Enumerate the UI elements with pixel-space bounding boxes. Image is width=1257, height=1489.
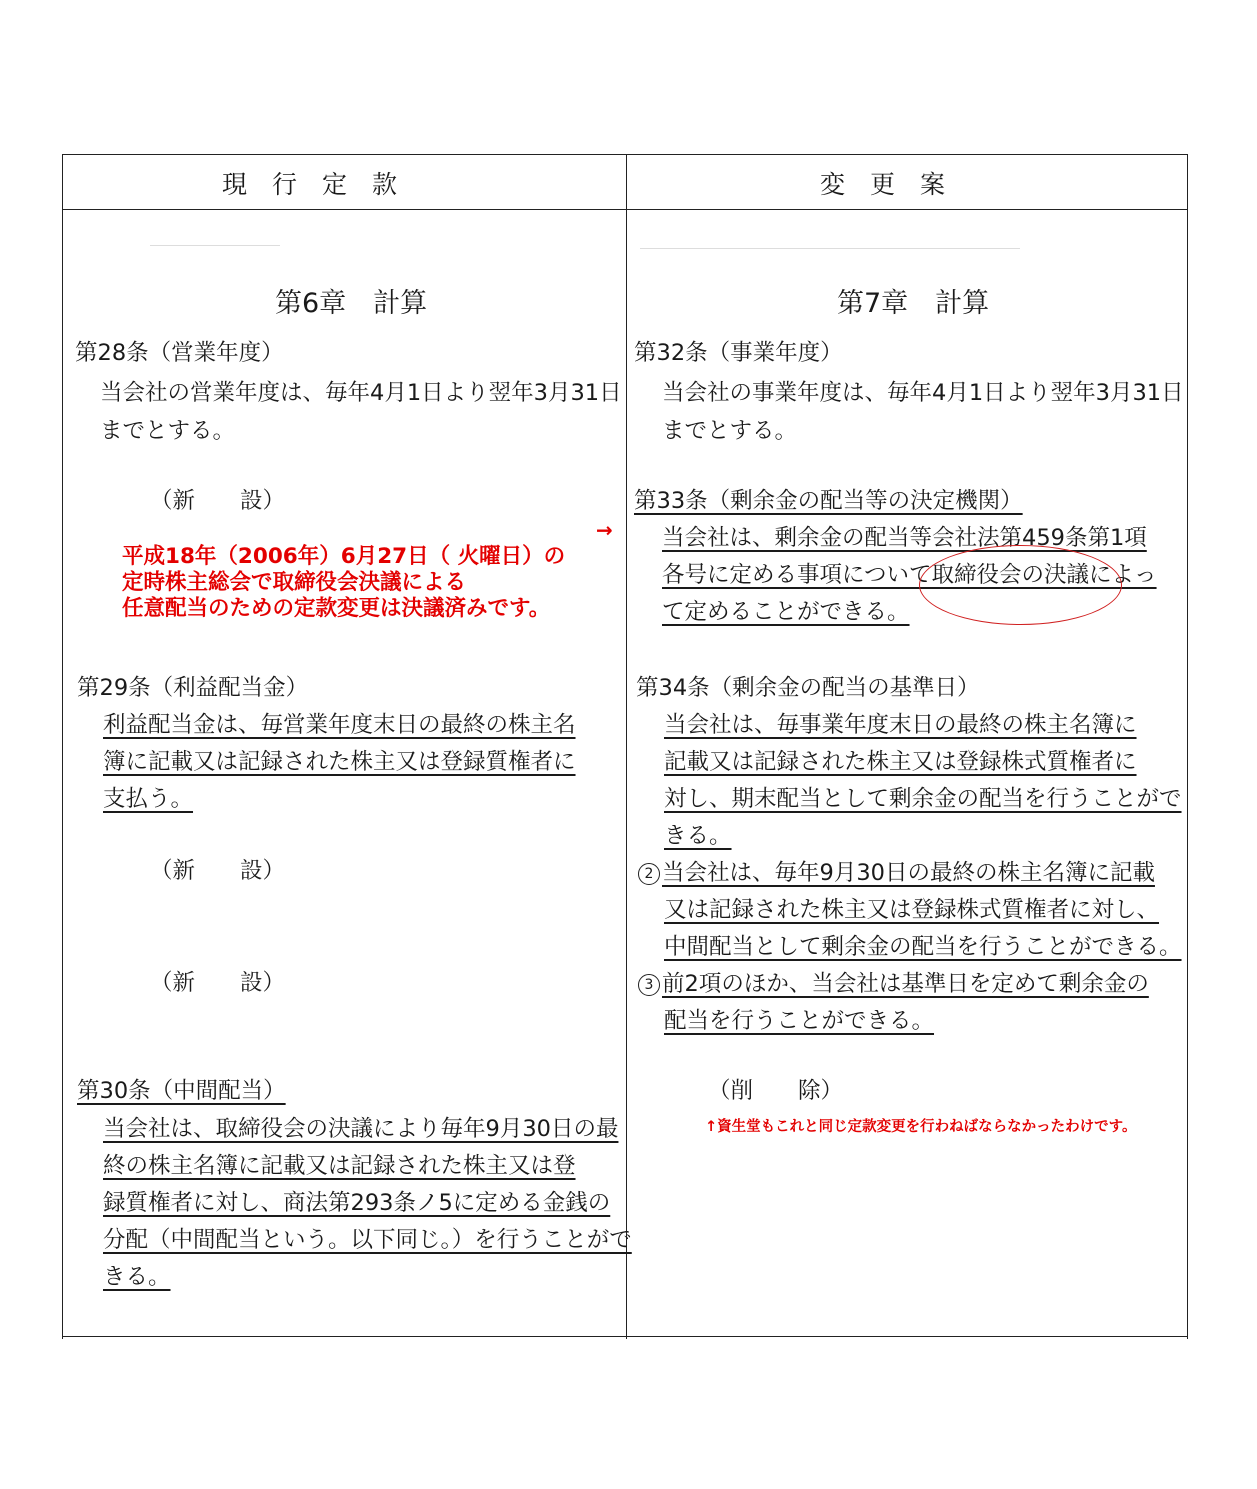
art34-para3 xyxy=(638,973,1149,996)
art30-line2: 終の株主名簿に記載又は記録された株主又は登 xyxy=(103,1153,576,1179)
art29-title: 第29条（利益配当金） xyxy=(77,675,309,701)
art32-line2: までとする。 xyxy=(662,418,798,444)
art28-title: 第28条（営業年度） xyxy=(75,340,284,366)
art30-line5: きる。 xyxy=(103,1264,171,1290)
art34-para3-line2: 配当を行うことができる。 xyxy=(664,1008,935,1034)
left-chapter-title: 第6章 計算 xyxy=(275,288,428,319)
red-arrow-icon: → xyxy=(596,518,613,542)
art34-line2: 記載又は記録された株主又は登録株式質権者に xyxy=(664,749,1137,775)
red-circle-highlight xyxy=(919,545,1122,625)
art34-para2-line1: 当会社は、毎年9月30日の最終の株主名簿に記載 xyxy=(662,860,1155,886)
art29-line3: 支払う。 xyxy=(103,786,194,812)
art32-line1: 当会社の事業年度は、毎年4月1日より翌年3月31日 xyxy=(662,380,1184,406)
shiseido-note: ↑資生堂もこれと同じ定款変更を行わねばならなかったわけです。 xyxy=(705,1119,1137,1135)
art30-title: 第30条（中間配当） xyxy=(77,1078,286,1104)
art33-title: 第33条（剰余金の配当等の決定機関） xyxy=(634,488,1023,514)
art30-line1: 当会社は、取締役会の決議により毎年9月30日の最 xyxy=(103,1116,619,1142)
art34-para2 xyxy=(638,862,1155,885)
art29-line1: 利益配当金は、毎営業年度末日の最終の株主名 xyxy=(103,712,576,738)
header-proposed-changes: 変 更 案 xyxy=(820,170,946,199)
art34-para2-line2: 又は記録された株主又は登録株式質権者に対し、 xyxy=(664,897,1160,923)
art33-line1: 当会社は、剰余金の配当等会社法第459条第1項 xyxy=(662,525,1147,551)
paragraph-number-2: 2 xyxy=(638,863,660,885)
art33-line3: て定めることができる。 xyxy=(662,599,910,625)
art29-line2: 簿に記載又は記録された株主又は登録質権者に xyxy=(103,749,576,775)
column-divider xyxy=(626,154,627,1339)
scan-mark xyxy=(150,245,280,246)
header-divider xyxy=(62,209,1188,210)
table-bottom-border xyxy=(62,1336,1188,1337)
red-note-line2: 定時株主総会で取締役会決議による xyxy=(122,570,467,595)
new-provision-3: （新 設） xyxy=(150,970,286,996)
art34-line4: きる。 xyxy=(664,823,732,849)
scan-mark xyxy=(640,248,1020,249)
art34-title: 第34条（剰余金の配当の基準日） xyxy=(636,675,980,701)
art34-para2-line3: 中間配当として剰余金の配当を行うことができる。 xyxy=(664,934,1182,960)
red-note-line1: 平成18年（2006年）6月27日（ 火曜日）の xyxy=(122,544,566,569)
art33-line2: 各号に定める事項について取締役会の決議によっ xyxy=(662,562,1157,588)
art28-line1: 当会社の営業年度は、毎年4月1日より翌年3月31日 xyxy=(100,380,622,406)
right-chapter-title: 第7章 計算 xyxy=(837,288,990,319)
new-provision-2: （新 設） xyxy=(150,858,286,884)
art28-line2: までとする。 xyxy=(100,418,236,444)
red-note-line3: 任意配当のための定款変更は決議済みです。 xyxy=(122,596,551,621)
header-current-articles: 現 行 定 款 xyxy=(222,170,398,199)
art30-line4: 分配（中間配当という。以下同じ。）を行うことがで xyxy=(103,1227,632,1253)
art34-line1: 当会社は、毎事業年度末日の最終の株主名簿に xyxy=(664,712,1137,738)
deleted-label: （削 除） xyxy=(708,1078,844,1104)
art30-line3: 録質権者に対し、商法第293条ノ5に定める金銭の xyxy=(103,1190,611,1216)
art32-title: 第32条（事業年度） xyxy=(634,340,843,366)
paragraph-number-3: 3 xyxy=(638,974,660,996)
art34-line3: 対し、期末配当として剰余金の配当を行うことがで xyxy=(664,786,1182,812)
art34-para3-line1: 前2項のほか、当会社は基準日を定めて剰余金の xyxy=(662,971,1149,997)
new-provision-1: （新 設） xyxy=(150,488,286,514)
